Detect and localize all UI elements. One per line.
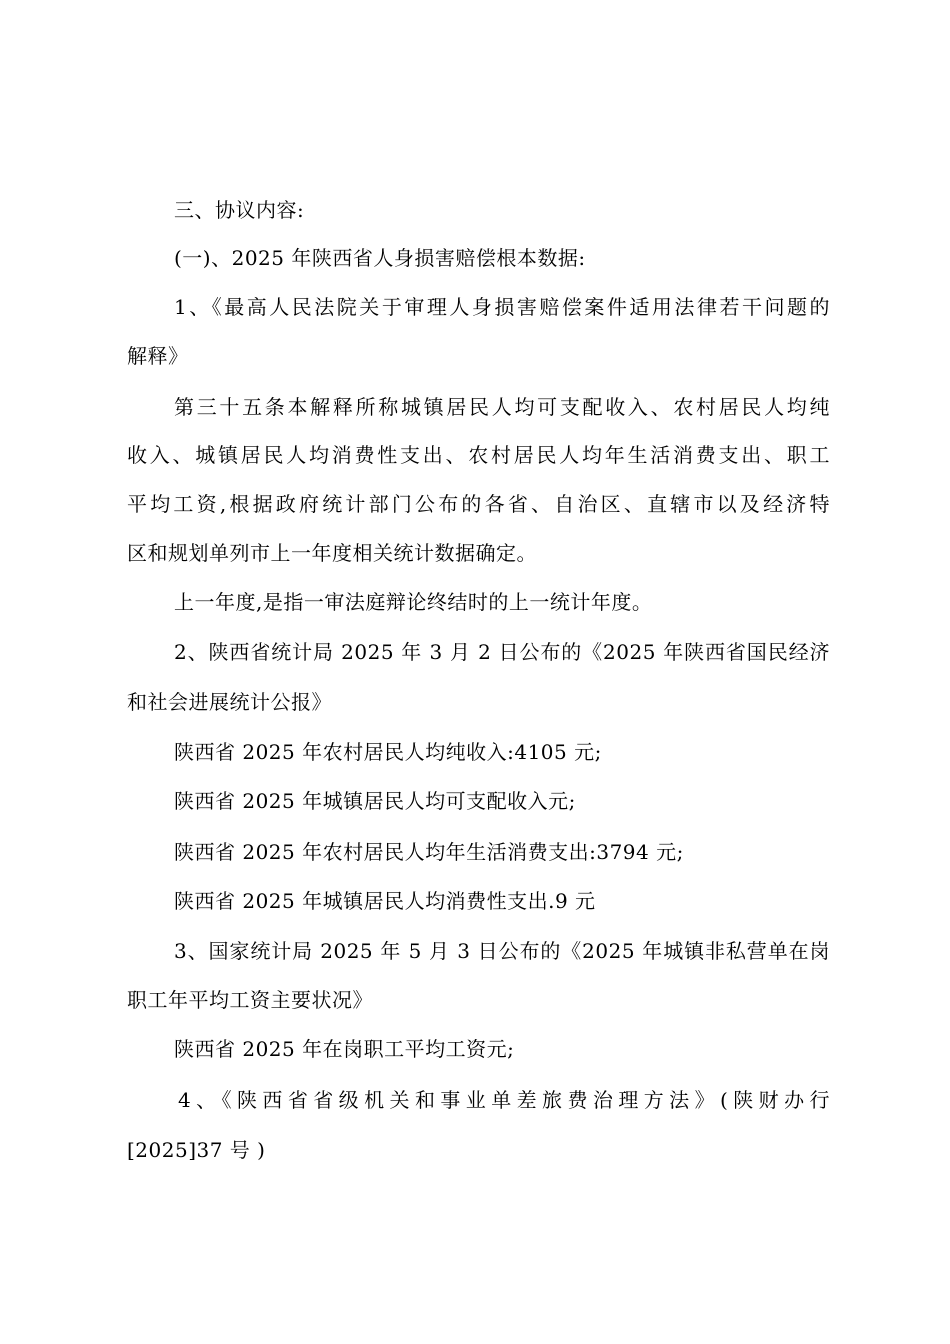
item4-line1: 4、《陕西省省级机关和事业单差旅费治理方法》(陕财办行 (178, 1088, 830, 1112)
item2-line1: 2、陕西省统计局 2025 年 3 月 2 日公布的《2025 年陕西省国民经济 (174, 640, 830, 664)
article35-line3: 平均工资,根据政府统计部门公布的各省、自治区、直辖市以及经济特 (127, 492, 830, 516)
subsection-heading: (一)、2025 年陕西省人身损害赔偿根本数据: (174, 246, 586, 270)
section-heading: 三、协议内容: (174, 198, 305, 222)
avg-wage: 陕西省 2025 年在岗职工平均工资元; (174, 1037, 515, 1061)
stat-urban-disposable-income: 陕西省 2025 年城镇居民人均可支配收入元; (174, 789, 576, 813)
article35-line1: 第三十五条本解释所称城镇居民人均可支配收入、农村居民人均纯 (174, 395, 830, 419)
item2-line2: 和社会进展统计公报》 (127, 690, 332, 714)
stat-urban-consumption: 陕西省 2025 年城镇居民人均消费性支出.9 元 (174, 889, 596, 913)
item1-line1: 1、《最高人民法院关于审理人身损害赔偿案件适用法律若干问题的 (174, 295, 830, 319)
item1-line2: 解释》 (127, 344, 189, 368)
article35-line4: 区和规划单列市上一年度相关统计数据确定。 (127, 541, 537, 565)
item3-line1: 3、国家统计局 2025 年 5 月 3 日公布的《2025 年城镇非私营单在岗 (174, 939, 830, 963)
stat-rural-net-income: 陕西省 2025 年农村居民人均纯收入:4105 元; (174, 740, 602, 764)
article35-line2: 收入、城镇居民人均消费性支出、农村居民人均年生活消费支出、职工 (127, 443, 830, 467)
previous-year-note: 上一年度,是指一审法庭辩论终结时的上一统计年度。 (174, 590, 653, 614)
item3-line2: 职工年平均工资主要状况》 (127, 988, 373, 1012)
stat-rural-consumption: 陕西省 2025 年农村居民人均年生活消费支出:3794 元; (174, 840, 684, 864)
item4-line2: [2025]37 号 ) (127, 1138, 266, 1162)
